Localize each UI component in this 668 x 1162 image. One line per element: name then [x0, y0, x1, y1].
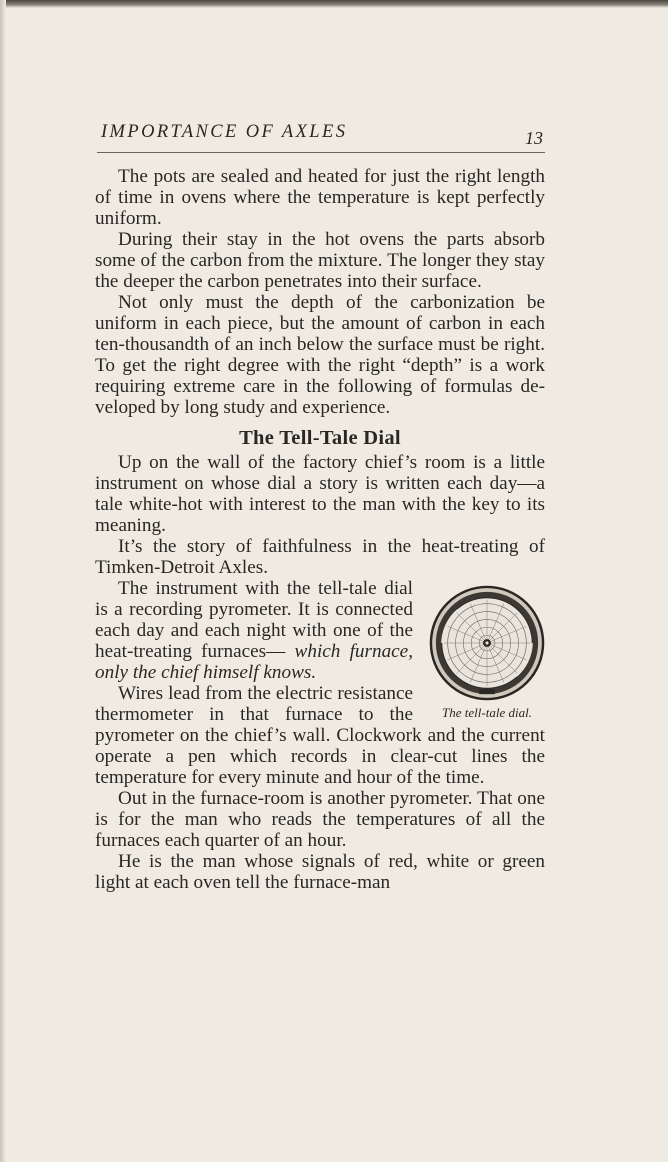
figure-caption: The tell-tale dial. [442, 705, 532, 720]
paragraph-6-italic: which furnace, only the chief himself knows. [95, 641, 413, 683]
running-title: IMPORTANCE OF AXLES [101, 122, 348, 142]
paragraph-9: He is the man whose signals of red, white or green light at each oven tell the furnace-man [95, 851, 545, 893]
page-number: 13 [525, 128, 543, 148]
paragraph-2: During their stay in the hot ovens the parts absorb some of the carbon from the mixture. The longer they stay the deeper the carbon penetrates into their surface. [95, 229, 545, 292]
text-column [95, 166, 545, 893]
paragraph-5: It’s the story of faithfulness in the heat-treating of Timken-Detroit Axles. [95, 536, 545, 578]
paragraph-6-text: The instrument with the tell-tale dial is a recording pyrometer. It is connected each day and each night with one of the heat-treating furnaces— [95, 578, 413, 662]
paragraph-8: Out in the furnace-room is another pyrometer. That one is for the man who reads the temperatures of all the furnaces each quarter of an hour. [95, 788, 545, 851]
paragraph-7: Wires lead from the electric resistance thermometer in that furnace to the pyrometer on the chief’s wall. Clockwork and the current operate a pen which records in clear-cut lines the temperature for every minute and hour of the time. [95, 683, 545, 788]
dial-figure [423, 584, 551, 720]
section-heading: The Tell-Tale Dial [239, 427, 401, 449]
running-head [97, 122, 545, 153]
paragraph-1: The pots are sealed and heated for just the right length of time in ovens where the temperature is kept perfectly uniform. [95, 166, 545, 229]
page-top-edge [0, 0, 668, 8]
pyrometer-dial-icon [428, 584, 546, 702]
page-left-edge [0, 0, 6, 1162]
paragraph-4: Up on the wall of the factory chief’s room is a little instrument on whose dial a story is written each day—a tale white-hot with interest to the man with the key to its meaning. [95, 452, 545, 536]
paragraph-3: Not only must the depth of the carbonization be uniform in each piece, but the amount of carbon in each ten-thousandth of an inch below the surface must be right. To get the right degree with the right “depth” is a work requiring extreme care in the following of formulas developed by long study and experience. [95, 292, 545, 418]
